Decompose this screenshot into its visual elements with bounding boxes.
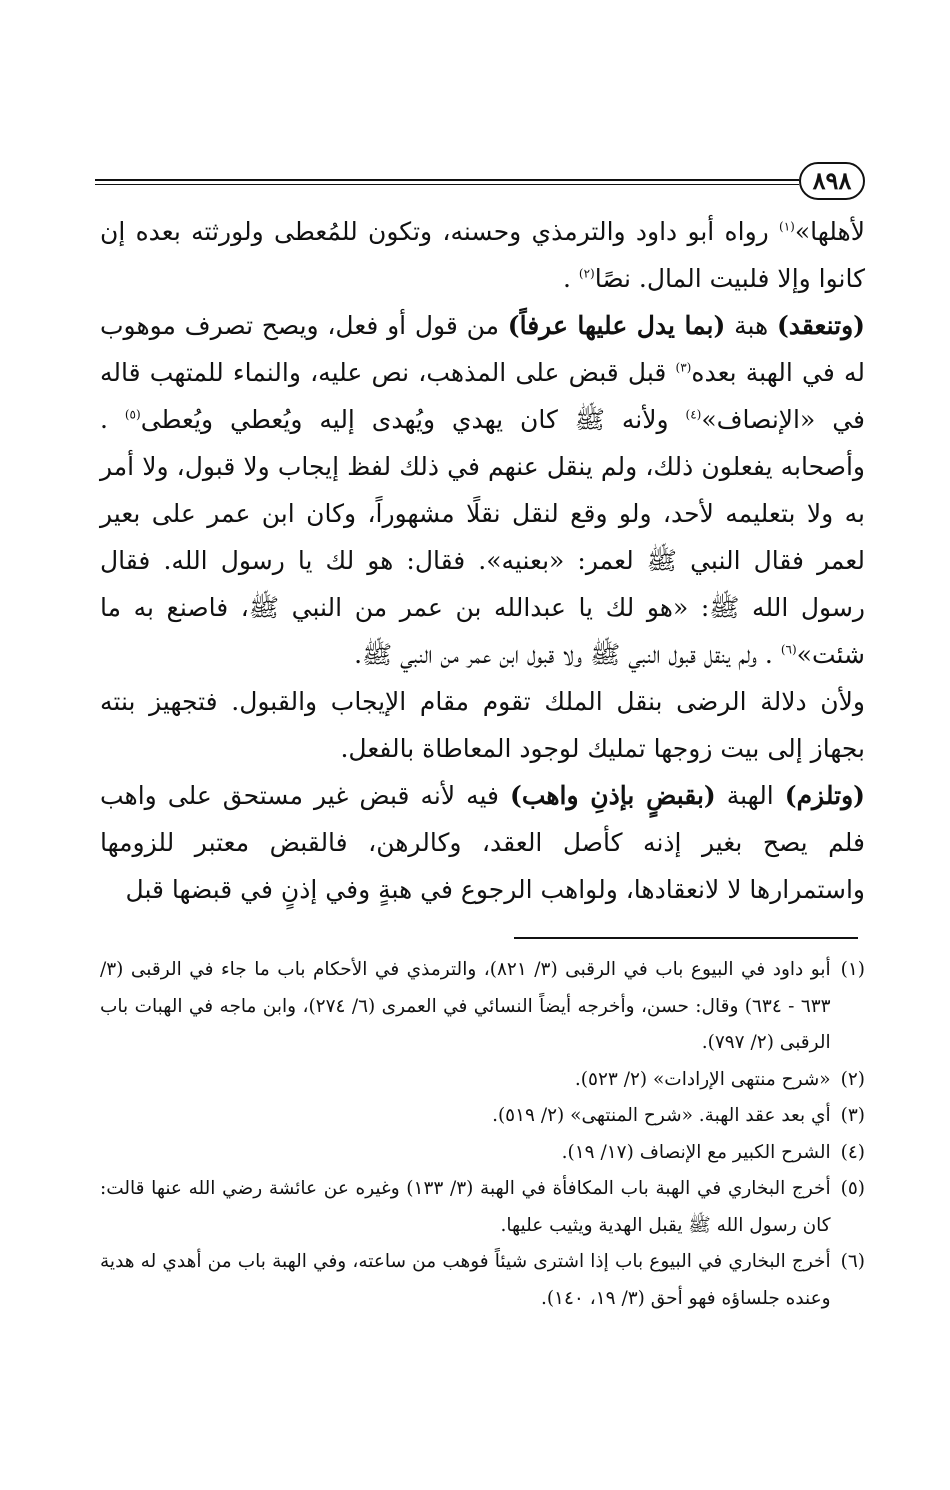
text-run: من قول أو فعل، ويصح تصرف موهوب له في الهبة بعده <box>100 311 865 387</box>
footnote-item <box>100 1098 865 1135</box>
footnote-text: أي بعد عقد الهبة. «شرح المنتهى» (٢/ ٥١٩). <box>492 1105 831 1126</box>
main-text <box>100 208 865 913</box>
bold-term: (وتلزم) <box>784 781 865 810</box>
text-run: ولأنه ﷺ كان يهدي ويُهدى إليه ويُعطي ويُعطى <box>140 405 686 434</box>
text-run: . ولم ينقل قبول النبي ﷺ ولا قبول ابن عمر من النبي ﷺ. <box>354 640 781 669</box>
text-run: هبة <box>725 311 777 340</box>
footnote-item <box>100 1244 865 1317</box>
header-rule-thin <box>95 184 799 185</box>
page-number: ٨٩٨ <box>799 162 865 200</box>
footnote-number: (١) <box>840 959 865 980</box>
footnote-number: (٦) <box>840 1251 865 1272</box>
header-rule-thick <box>95 179 799 181</box>
footnote-ref[interactable]: (٢) <box>578 266 595 281</box>
footnote-ref[interactable]: (٥) <box>124 407 141 422</box>
footnote-item <box>100 1062 865 1099</box>
footnote-number: (٤) <box>840 1141 865 1163</box>
footnote-text: أبو داود في البيوع باب في الرقبى (٣/ ٨٢١)، والترمذي في الأحكام باب ما جاء في الرقبى (٣/ ٦٣٣ - ٦٣٤) وقال: حسن، وأخرجه أيضاً النسائي في العمرى (٦/ ٢٧٤)، وابن ماجه في الهبات باب الرقبى (٢/ ٧٩٧). <box>100 959 831 1053</box>
footnote-item <box>100 1171 865 1244</box>
footnote-text: أخرج البخاري في الهبة باب المكافأة في الهبة (٣/ ١٣٣) وغيره عن عائشة رضي الله عنها قالت: كان رسول الله ﷺ يقبل الهدية ويثيب عليها. <box>100 1178 831 1236</box>
page-header <box>95 162 865 202</box>
bold-term: (بما يدل عليها عرفاً) <box>507 311 726 340</box>
text-run: قبل قبض على المذهب، نص عليه، والنماء للمتهب قاله في «الإنصاف» <box>100 358 865 434</box>
text-run: لأهلها» <box>794 217 865 246</box>
footnote-number: (٣) <box>840 1105 865 1126</box>
footnote-item <box>100 952 865 1062</box>
paragraph-4 <box>100 772 865 913</box>
footnote-number: (٥) <box>840 1178 865 1199</box>
paragraph-2 <box>100 302 865 678</box>
footnote-text: أخرج البخاري في البيوع باب إذا اشترى شيئاً فوهب من ساعته، وفي الهبة باب من أهدي له هدية وعنده جلساؤه فهو أحق (٣/ ١٩، ١٤٠). <box>100 1251 831 1309</box>
footnote-separator <box>514 937 858 939</box>
text-run: . <box>563 264 579 293</box>
footnotes-section <box>100 952 865 1317</box>
footnote-number: (٢) <box>840 1068 865 1090</box>
footnote-ref[interactable]: (٤) <box>685 407 702 422</box>
text-run: فيه لأنه قبض غير مستحق على واهب فلم يصح بغير إذنه كأصل العقد، وكالرهن، فالقبض معتبر للزومها واستمرارها لا لانعقادها، ولواهب الرجوع في هبةٍ وفي إذنٍ في قبضها قبل <box>100 781 865 904</box>
text-run: . وأصحابه يفعلون ذلك، ولم ينقل عنهم في ذلك لفظ إيجاب ولا قبول، ولا أمر به ولا بتعليمه لأحد، ولو وقع لنقل نقلًا مشهوراً، وكان ابن عمر على بعير لعمر فقال النبي ﷺ لعمر: «بعنيه». فقال: هو لك يا رسول الله. فقال رسول الله ﷺ: «هو لك يا عبدالله بن عمر من النبي ﷺ، فاصنع به ما شئت» <box>100 405 865 669</box>
text-run: الهبة <box>715 781 785 810</box>
footnote-text: «شرح منتهى الإرادات» (٢/ ٥٢٣). <box>574 1068 831 1090</box>
footnote-ref[interactable]: (٦) <box>780 642 797 657</box>
paragraph-3: ولأن دلالة الرضى بنقل الملك تقوم مقام الإيجاب والقبول. فتجهيز بنته بجهاز إلى بيت زوجها تمليك لوجود المعاطاة بالفعل. <box>100 687 865 763</box>
footnote-ref[interactable]: (١) <box>779 219 795 234</box>
footnote-ref[interactable]: (٣) <box>675 360 692 375</box>
text-run: رواه أبو داود والترمذي وحسنه، وتكون للمُعطى ولورثته بعده إن كانوا وإلا فلبيت المال. نصًا <box>100 217 865 293</box>
footnote-item <box>100 1135 865 1172</box>
bold-term: (وتنعقد) <box>776 311 865 340</box>
bold-term: (بقبضٍ بإذنِ واهب) <box>509 781 716 810</box>
paragraph-1 <box>100 208 865 302</box>
footnote-text: الشرح الكبير مع الإنصاف (١٧/ ١٩). <box>561 1141 831 1163</box>
